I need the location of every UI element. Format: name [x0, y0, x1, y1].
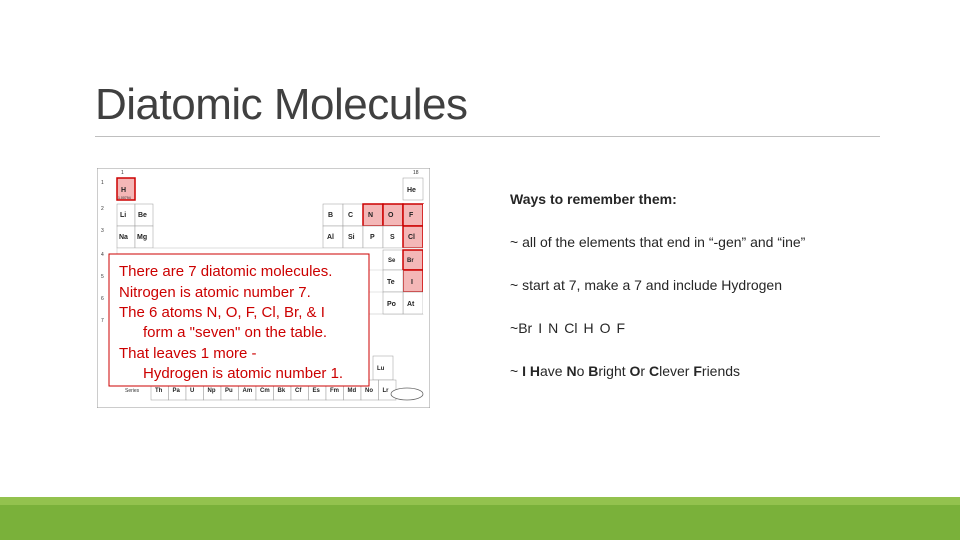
- callout-line-3: The 6 atoms N, O, F, Cl, Br, & I: [119, 304, 325, 321]
- publisher-logo: [391, 388, 423, 400]
- row-number-5: 5: [101, 274, 104, 280]
- list-item-brinclhof: [510, 319, 930, 337]
- element-symbol-se: Se: [388, 258, 396, 264]
- actinide-symbol-th: Th: [155, 388, 163, 394]
- phrase-initial-3: N: [566, 363, 577, 379]
- group-label-18: 18: [413, 170, 419, 176]
- list-item-gen-ine: ~ all of the elements that end in “-gen” and “ine”: [510, 234, 806, 250]
- element-symbol-he: He: [407, 187, 416, 194]
- element-symbol-lu: Lu: [377, 366, 385, 372]
- phrase-initial-6: C: [648, 363, 660, 379]
- phrase-rest-7: riends: [701, 363, 741, 379]
- element-symbol-o: O: [388, 212, 394, 219]
- element-symbol-si: Si: [348, 234, 355, 241]
- actinide-symbol-no: No: [365, 388, 373, 394]
- phrase-initial-7: F: [693, 363, 702, 379]
- element-symbol-p: P: [370, 234, 375, 241]
- actinide-symbol-lr: Lr: [382, 388, 389, 394]
- periodic-table-figure: [97, 168, 430, 408]
- element-symbol-i: I: [411, 279, 413, 286]
- actinide-symbol-es: Es: [312, 388, 320, 394]
- element-symbol-b: B: [328, 212, 334, 219]
- phrase-initial-2: H: [529, 363, 540, 379]
- callout-line-2: Nitrogen is atomic number 7.: [119, 284, 311, 301]
- phrase-rest-4: right: [598, 363, 626, 379]
- phrase-initial-1: I: [522, 363, 526, 379]
- element-symbol-at: At: [407, 301, 415, 308]
- phrase-initial-5: O: [629, 363, 641, 379]
- actinide-series-label: Series: [125, 388, 140, 394]
- list-item-phrase: [510, 362, 930, 380]
- actinide-symbol-cf: Cf: [295, 388, 302, 394]
- phrase-rest-2: ave: [539, 363, 563, 379]
- phrase-initial-4: B: [588, 363, 599, 379]
- element-symbol-f: F: [409, 212, 414, 219]
- actinide-symbol-am: Am: [242, 388, 253, 394]
- callout-line-4: form a "seven" on the table.: [143, 324, 328, 341]
- actinide-symbol-cm: Cm: [260, 388, 270, 394]
- slide-title: Diatomic Molecules: [95, 80, 468, 129]
- phrase-rest-6: lever: [659, 363, 690, 379]
- row-number-3: 3: [101, 228, 104, 234]
- letter-n: N: [548, 320, 559, 336]
- letter-o: O: [599, 320, 611, 336]
- element-cell-i: [403, 270, 423, 292]
- phrase-rest-5: r: [640, 363, 646, 379]
- phrase-rest-3: o: [576, 363, 585, 379]
- mnemonic-prefix: ~: [510, 320, 519, 336]
- callout-line-6: Hydrogen is atomic number 1.: [143, 365, 344, 382]
- element-symbol-be: Be: [138, 212, 147, 219]
- element-symbol-te: Te: [387, 279, 395, 286]
- element-symbol-na: Na: [119, 234, 128, 241]
- row-number-1: 1: [101, 180, 104, 186]
- element-symbol-al: Al: [327, 234, 334, 241]
- row-number-6: 6: [101, 296, 104, 302]
- footer-accent-highlight: [0, 497, 960, 505]
- actinide-symbol-md: Md: [347, 388, 357, 394]
- actinide-symbol-bk: Bk: [277, 388, 286, 394]
- row-number-7: 7: [101, 318, 104, 324]
- letter-cl: Cl: [564, 320, 578, 336]
- actinide-symbol-pu: Pu: [225, 388, 233, 394]
- element-mass-h: 1.00794: [118, 196, 131, 200]
- group-label-1: 1: [121, 170, 124, 176]
- actinide-symbol-pa: Pa: [172, 388, 180, 394]
- row-number-2: 2: [101, 206, 104, 212]
- list-item-make-seven: ~ start at 7, make a 7 and include Hydrogen: [510, 277, 782, 293]
- element-symbol-h: H: [121, 187, 127, 194]
- actinide-symbol-np: Np: [207, 388, 216, 394]
- callout-line-1: There are 7 diatomic molecules.: [119, 263, 333, 280]
- element-symbol-cl: Cl: [408, 234, 415, 241]
- actinide-symbol-u: U: [190, 388, 195, 394]
- element-symbol-c: C: [348, 212, 354, 219]
- letter-i: I: [538, 320, 543, 336]
- element-symbol-n: N: [368, 212, 374, 219]
- element-symbol-po: Po: [387, 301, 396, 308]
- element-symbol-br: Br: [407, 258, 414, 264]
- letter-br: Br: [518, 320, 533, 336]
- periodic-table-svg: [97, 168, 430, 408]
- element-symbol-s: S: [390, 234, 395, 241]
- element-symbol-li: Li: [120, 212, 127, 219]
- phrase-prefix: ~: [510, 363, 523, 379]
- letter-f: F: [616, 320, 626, 336]
- footer-accent-bar: [0, 497, 960, 540]
- mnemonic-list: [510, 190, 930, 405]
- list-heading: Ways to remember them:: [510, 191, 677, 207]
- row-number-4: 4: [101, 252, 104, 258]
- letter-h: H: [583, 320, 594, 336]
- element-symbol-mg: Mg: [137, 234, 148, 241]
- title-divider: [95, 136, 880, 137]
- callout-line-5: That leaves 1 more -: [119, 345, 257, 362]
- actinide-symbol-fm: Fm: [330, 388, 339, 394]
